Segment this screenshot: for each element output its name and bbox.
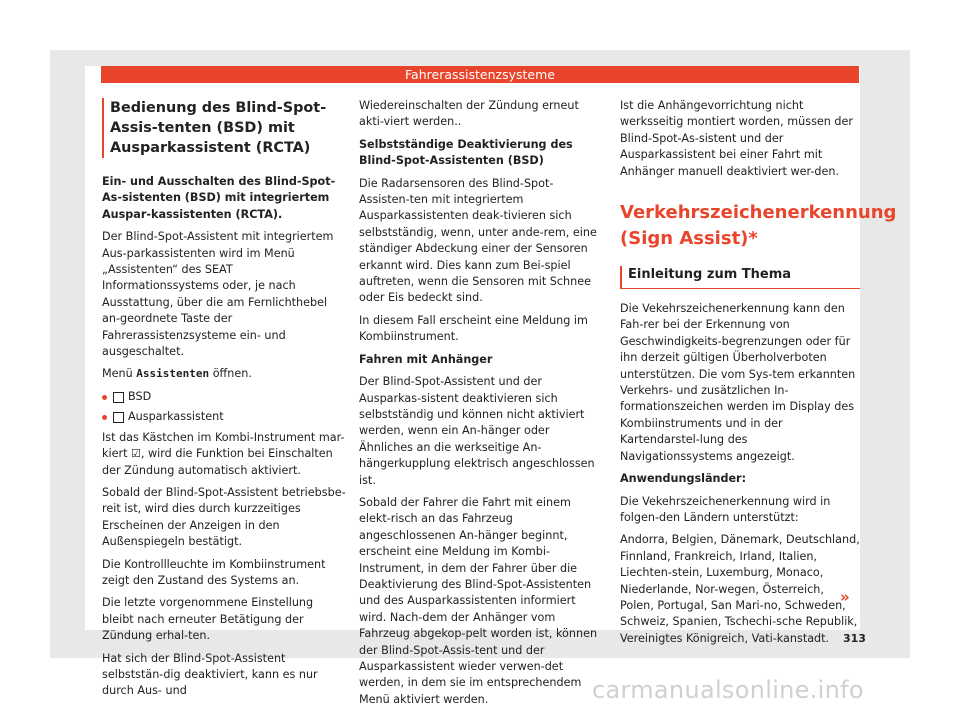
subsection-title: Einleitung zum Thema: [620, 266, 860, 289]
paragraph: Die Kontrollleuchte im Kombiinstrument zeigt den Zustand des Systems an.: [102, 557, 326, 587]
paragraph: Hat sich der Blind-Spot-Assistent selbststän-dig deaktiviert, kann es nur durch Aus- und: [102, 651, 318, 698]
menu-instruction: [102, 366, 346, 382]
paragraph: Die Vekehrszeichenerkennung kann den Fah-rer bei der Erkennung von Geschwindigkeits-begrenzungen oder für ihn derzeit gültigen Überholverboten unterstützen. Die vom Sys-tem erkannten Verkehrs- und zusätzlichen In-formationszeichen werden im Display des Kombiinstruments und in der Kartendarstel-lung des Navigationssystems angezeigt.: [620, 302, 856, 463]
checkbox-icon: [113, 412, 124, 423]
list-item-bsd: [102, 389, 346, 405]
paragraph: Sobald der Fahrer die Fahrt mit einem elekt-risch an das Fahrzeug angeschlossenen An-hänger beginnt, erscheint eine Meldung im Kombi-Instrument, in dem der Fahrer über die Deaktivierung des Blind-Spot-Assistenten und des Ausparkassistenten informiert wird. Nach-dem der Anhänger vom Fahrzeug abgekop-pelt worden ist, können der Blind-Spot-Assis-tent und der Ausparkassistent wieder verwen-det werden, in dem sie im entsprechendem Menü aktiviert werden.: [359, 495, 598, 706]
paragraph: Wiedereinschalten der Zündung erneut akti-viert werden..: [359, 99, 579, 129]
paragraph: Die Radarsensoren des Blind-Spot-Assisten-ten mit integriertem Ausparkassistenten deak-tivieren sich selbstständig, wenn, unter ande-rem, eine ständiger Abdeckung einer der Sensoren erkannt wird. Dies kann zum Bei-spiel auftreten, wenn die Sensoren mit Schnee oder Eis bedeckt sind.: [359, 176, 597, 305]
list-item-label: Ausparkassistent: [128, 410, 224, 424]
paragraph: Andorra, Belgien, Dänemark, Deutschland, Finnland, Frankreich, Irland, Italien, Liechten-stein, Luxemburg, Monaco, Niederlande, Nor-wegen, Österreich, Polen, Portugal, San Mari-no, Schweden, Schweiz, Spanien, Tschechi-sche Republik, Vereinigtes Königreich, Vati-kanstadt.: [620, 533, 860, 645]
continue-arrow-icon: »: [840, 588, 850, 606]
menu-suffix: öffnen.: [212, 367, 252, 381]
subheading: Fahren mit Anhänger: [359, 352, 493, 366]
paragraph: Ist die Anhängevorrichtung nicht werksseitig montiert worden, müssen der Blind-Spot-As-sistent und der Ausparkassistent bei einer Fahrt mit Anhänger manuell deaktiviert wer-den.: [620, 99, 854, 178]
subheading: Selbstständige Deaktivierung des Blind-Spot-Assistenten (BSD): [359, 137, 573, 168]
list-item-ausparkassistent: [102, 409, 346, 425]
paragraph-part: Ist das Kästchen im Kombi-Instrument mar-kiert: [102, 430, 345, 461]
list-item-label: BSD: [128, 389, 152, 403]
subheading: Anwendungsländer:: [620, 472, 747, 486]
bullet-dot-icon: [102, 395, 107, 400]
column-left: [102, 98, 346, 706]
bullet-dot-icon: [102, 415, 107, 420]
menu-name: Assistenten: [136, 367, 210, 381]
paragraph: Die letzte vorgenommene Einstellung bleibt nach erneuter Betätigung der Zündung erhal-ten.: [102, 596, 314, 643]
menu-prefix: Menü: [102, 367, 133, 381]
paragraph: Die Vekehrszeichenerkennung wird in folgen-den Ländern unterstützt:: [620, 494, 831, 524]
section-heading: Bedienung des Blind-Spot-Assis-tenten (BSD) mit Ausparkassistent (RCTA): [102, 98, 346, 158]
paragraph-part: , wird die Funktion bei Einschalten der Zündung automatisch aktiviert.: [102, 447, 333, 477]
checked-box-icon: ☑: [131, 447, 141, 461]
paragraph: Der Blind-Spot-Assistent und der Ausparkas-sistent deaktivieren sich selbstständig und können nicht aktiviert werden, wenn ein An-hänger oder Ähnliches an die werkseitige An-hängerkupplung elektrisch angeschlossen ist.: [359, 375, 595, 487]
checkbox-icon: [113, 392, 124, 403]
paragraph: In diesem Fall erscheint eine Meldung im Kombiinstrument.: [359, 313, 588, 344]
section-title: Verkehrszeichenerkennung (Sign Assist)*: [620, 202, 897, 250]
watermark: carmanualsonline.info: [592, 676, 864, 704]
paragraph: Sobald der Blind-Spot-Assistent betriebsbe-reit ist, wird dies durch kurzzeitiges Erscheinen der Anzeigen in den Außenspiegeln bestätigt.: [102, 485, 346, 549]
subheading: Ein- und Ausschalten des Blind-Spot-As-sistenten (BSD) mit integriertem Auspar-kassistenten (RCTA).: [102, 175, 336, 221]
page-number: 313: [843, 632, 866, 645]
paragraph: Der Blind-Spot-Assistent mit integriertem Aus-parkassistenten wird im Menü „Assistenten“ des SEAT Informationssystems oder, je nach Ausstattung, über die am Fernlichthebel an-geordnete Taste der Fahrerassistenzsysteme ein- und ausgeschaltet.: [102, 230, 334, 359]
paragraph: [102, 430, 346, 479]
column-right: [620, 98, 897, 653]
section-header: Fahrerassistenzsysteme: [101, 66, 859, 83]
column-middle: [359, 98, 603, 714]
